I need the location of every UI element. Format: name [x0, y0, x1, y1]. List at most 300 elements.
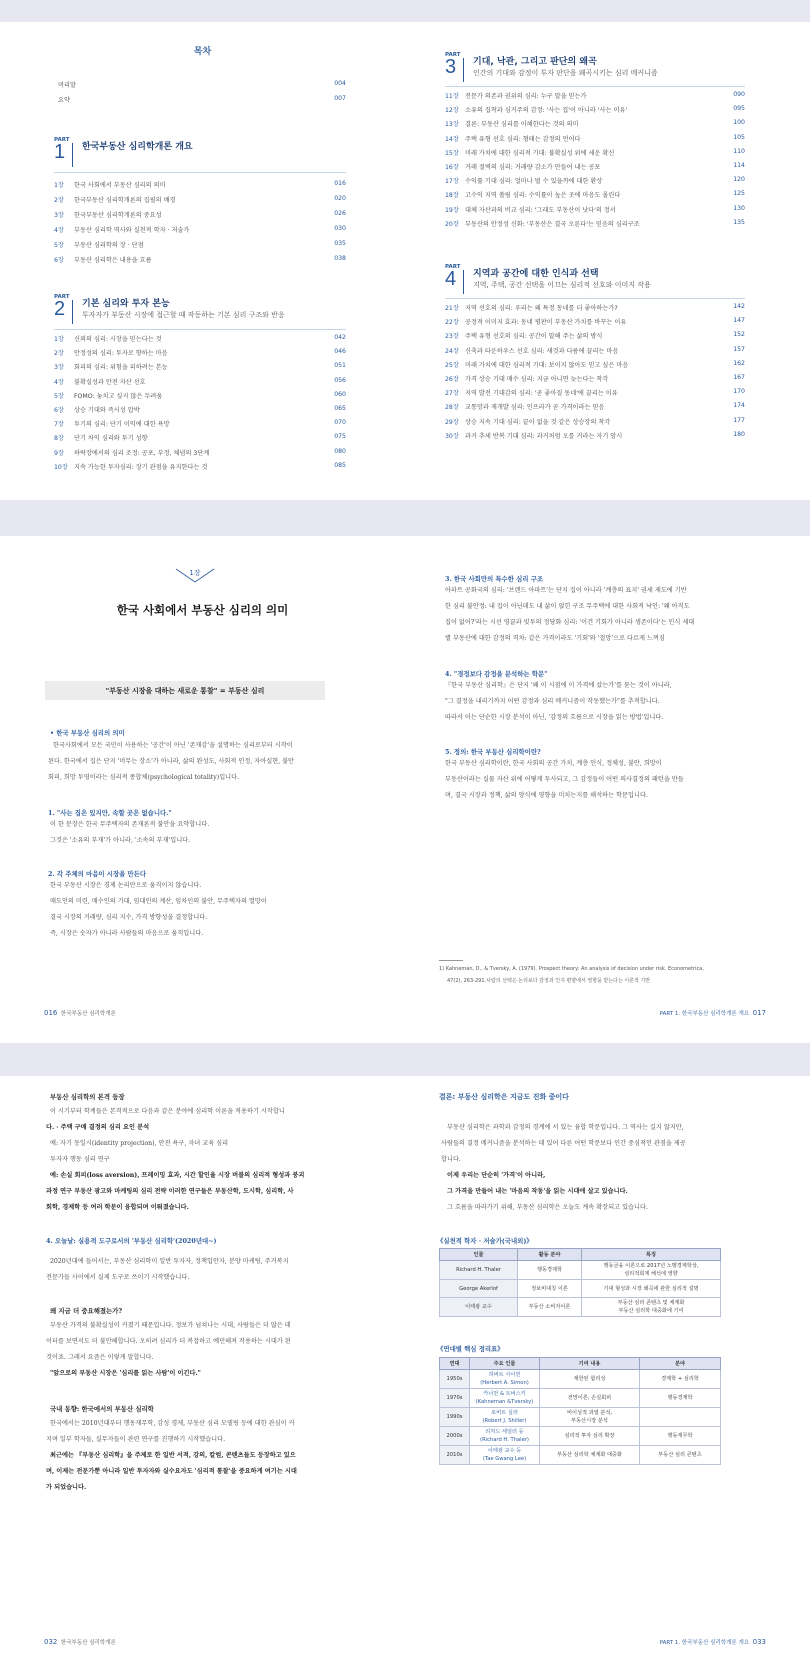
chapter-number: 11장	[445, 93, 459, 100]
paragraph-line: 한국 부동산 시장은 경제 논리만으로 움직이지 않습니다.	[50, 882, 202, 889]
table-cell: 부동산 심리학 체계화 대중화	[540, 1446, 640, 1465]
history-page-right	[405, 1076, 810, 1662]
page-number: 032	[44, 1638, 58, 1646]
chapter-page: 030	[334, 225, 346, 232]
toc-chapter-row[interactable]	[445, 148, 745, 157]
table-row	[440, 1280, 721, 1298]
table-cell: George Akerlof	[440, 1280, 518, 1298]
divider	[54, 172, 346, 173]
table-cell	[640, 1408, 721, 1427]
chapter-page: 147	[733, 317, 745, 325]
chapter-number: 26장	[445, 376, 459, 383]
section-heading: 2. 각 주체의 마음이 시장을 만든다	[48, 870, 147, 878]
toc-chapter-row[interactable]	[54, 405, 346, 414]
chapter-number: 30장	[445, 432, 459, 440]
chapter-number: 15장	[445, 149, 459, 157]
chapter-page: 162	[733, 359, 745, 367]
chapter-page: 035	[334, 240, 346, 247]
table-cell: 이태광 교수 등 (Tae Gwang Lee)	[470, 1446, 540, 1465]
chapter-page: 020	[334, 195, 346, 202]
chapter-number: 1장	[54, 182, 64, 189]
toc-chapter-row[interactable]	[54, 195, 346, 204]
chapter-title: 공정적 이미지 효과: 동네 평판이 부동산 가치를 바꾸는 이유	[465, 319, 627, 327]
toc-chapter-row[interactable]	[445, 360, 745, 369]
chapter-page-right	[405, 536, 810, 1043]
chapter-page: 085	[334, 461, 346, 469]
chapter-page-left	[0, 536, 405, 1043]
chapter-number: 9장	[54, 449, 64, 457]
toc-page-right	[405, 22, 810, 500]
toc-intro-row[interactable]: 머리말 004	[58, 80, 346, 89]
divider-band-1	[0, 500, 810, 536]
toc-chapter-row[interactable]	[445, 388, 745, 397]
table-title: 《실천적 학자 · 저술가(국내외)》	[437, 1237, 533, 1245]
part-label: PART	[445, 52, 461, 58]
table-row	[440, 1427, 721, 1446]
table-cell: 부동산 소비자이론	[518, 1298, 582, 1317]
part-bar	[463, 270, 464, 294]
toc-chapter-row[interactable]	[54, 255, 346, 264]
paragraph-line: 이 한 문장은 한국 무주택자의 존재론적 불안을 요약합니다.	[50, 821, 210, 828]
page-number: 033	[752, 1638, 766, 1646]
chapter-title: 지속 가능한 투자심리: 장기 관점을 유지한다는 것	[74, 463, 208, 471]
chapter-page: 177	[733, 416, 745, 424]
paragraph-line: 사람들의 결정 메커니즘을 분석하는 데 있어 다른 어떤 학문보다 인간 중심적인 관점을 제공	[441, 1140, 686, 1147]
chapter-title: 부동산 심리학 역사와 실천적 학자 · 저술가	[74, 227, 190, 234]
part3-header	[445, 52, 745, 84]
chapter-number: 20장	[445, 220, 459, 228]
part2-header	[54, 294, 346, 326]
table-cell: 행동재무학	[640, 1427, 721, 1446]
paragraph-line: 별 부동산에 대한 감정의 격차: 같은 가격이라도 '기회'와 '절망'으로 다르게 느껴짐	[445, 635, 665, 642]
toc-chapter-row[interactable]	[445, 402, 745, 411]
table-cell: 부동산 심리 콘텐츠 및 체계화 부동산 심리학 대중화에 기여	[582, 1298, 721, 1317]
paragraph-line: 그 가격을 만들어 내는 '마음의 작동'을 읽는 시대에 살고 있습니다.	[447, 1188, 628, 1195]
chapter-title: FOMO: 놓치고 싶지 않은 두려움	[74, 392, 163, 400]
chapter-page: 157	[733, 345, 745, 353]
table-cell: 허버트 사이먼 (Herbert A. Simon)	[470, 1370, 540, 1389]
paragraph-line: 지며 일부 학자들, 실무자들이 관련 연구를 진행하기 시작했습니다.	[46, 1436, 226, 1443]
chapter-title: 한국부동산 심리학개론의 집필의 배경	[74, 197, 176, 204]
part-label: PART 1. 한국부동산 심리학개론 개요	[659, 1011, 750, 1017]
table-cell: 1950s	[440, 1370, 470, 1389]
chapter-number: 1장	[54, 336, 64, 343]
toc-chapter-row[interactable]	[445, 303, 745, 312]
table-header: 특징	[582, 1249, 721, 1261]
toc-chapter-row[interactable]	[445, 176, 745, 185]
chapter-title: 수익률 기대 심리: 얼마나 벌 수 있을까에 대한 환상	[465, 178, 603, 186]
chapter-page: 152	[733, 331, 745, 339]
chapter-number: 24장	[445, 347, 459, 355]
part-number: 1	[54, 141, 66, 163]
chapter-title: 불확실성과 안전 자산 선호	[74, 378, 146, 386]
part-number: 3	[445, 56, 457, 78]
table-cell: 1970s	[440, 1389, 470, 1408]
paragraph-line: 부동산이라는 실물 자산 위에 어떻게 투사되고, 그 감정들이 어떤 의사결정의 패턴을 만들	[445, 776, 684, 783]
chapter-page: 065	[334, 405, 346, 412]
section-heading: 1. "사는 집은 있지만, 속할 곳은 없습니다."	[48, 809, 172, 817]
section-heading: 4. "경정보다 감정을 분석하는 학문"	[445, 670, 548, 678]
paragraph-line: 집이 없어?'라는 시선 영끌과 빚투의 정당화 심리: '이건 기회가 아니라 생존이다'는 인식 세대	[445, 619, 695, 626]
section-heading: 부동산 심리학의 본격 등장	[50, 1093, 125, 1101]
part-title: 한국부동산 심리학개론 개요	[82, 142, 193, 152]
chapter-title: 부동산 심리학의 장 · 단점	[74, 242, 144, 249]
part-subtitle: 투자자가 부동산 시장에 접근할 때 작동하는 기본 심리 구조와 반응	[82, 311, 285, 319]
toc-chapter-row[interactable]	[445, 317, 745, 326]
table-cell: 기대 형성과 시장 왜곡에 관한 심리적 설명	[582, 1280, 721, 1298]
chapter-title: 단기 차익 심리와 투기 성향	[74, 435, 148, 443]
chapter-page: 170	[733, 388, 745, 396]
paragraph-line: 한 심리 불안정: 내 집이 아닌데도 내 삶이 얹힌 구조 무주택에 대한 사회적 낙인: '왜 아직도	[445, 603, 690, 610]
page-footer-left	[44, 1009, 116, 1017]
table-cell: 제한된 합리성	[540, 1370, 640, 1389]
toc-chapter-row[interactable]	[54, 180, 346, 189]
paragraph-line: 2020년대에 들어서는, 부동산 심리학이 일반 투자자, 정책입안자, 분양 마케팅, 주거복지	[50, 1258, 289, 1265]
toc-chapter-row[interactable]	[445, 190, 745, 199]
chapter-title: 과거 추세 반복 기대 심리: 과거처럼 오를 거라는 자기 암시	[465, 432, 623, 440]
book-title: 한국부동산 심리학개론	[60, 1011, 116, 1017]
chapter-page: 167	[733, 374, 745, 381]
paragraph-line: 예: 자기 동일시(identity projection), 안전 욕구, 자녀 교육 심리	[50, 1140, 229, 1147]
page-footer-right	[660, 1009, 766, 1017]
chapter-number: 6장	[54, 407, 64, 414]
toc-chapter-row[interactable]	[445, 417, 745, 426]
chapter-number: 8장	[54, 435, 64, 443]
table-row	[440, 1408, 721, 1427]
chapter-number: 4장	[54, 227, 64, 234]
table-cell: 심리적 투자 심리 확장	[540, 1427, 640, 1446]
chapter-page: 038	[334, 255, 346, 262]
toc-chapter-row[interactable]	[445, 346, 745, 355]
table-row	[440, 1370, 721, 1389]
chapter-page: 114	[733, 162, 745, 169]
toc-spread	[0, 22, 810, 500]
chapter-number: 4장	[54, 378, 64, 386]
toc-chapter-row[interactable]	[54, 433, 346, 442]
chapter-page: 080	[334, 447, 346, 455]
scholars-table	[439, 1248, 721, 1317]
toc-chapter-row[interactable]	[54, 225, 346, 234]
chapter-title: 신뢰의 심리: 시장을 믿는다는 것	[74, 336, 162, 343]
table-row	[440, 1261, 721, 1280]
paragraph-line: 한국 부동산 심리학이란, 한국 사회의 공간 가치, 계층 인식, 정체성, 불안, 희망이	[445, 760, 662, 767]
divider-band-2	[0, 1043, 810, 1076]
table-title: 《연대별 핵심 정리표》	[437, 1345, 504, 1353]
chapter-number: 3장	[54, 364, 64, 372]
table-header: 기여 내용	[540, 1358, 640, 1370]
toc-chapter-row[interactable]	[54, 419, 346, 428]
chapter-number: 2장	[54, 350, 64, 358]
chapter-number: 18장	[445, 192, 459, 200]
footnote-line: 47(2), 263-291.사람의 선택은 논리보다 감정과 인지 편향에서 영향을 받는다는 이론적 기반	[447, 978, 651, 984]
page-number: 016	[44, 1009, 58, 1017]
part-title: 기대, 낙관, 그리고 판단의 왜곡	[473, 57, 597, 67]
part-label: PART	[54, 294, 70, 300]
chapter-page: 070	[334, 419, 346, 427]
chapter-number: 25장	[445, 361, 459, 369]
table-cell: 비이성적 과열 분석, 부동산시장 분석	[540, 1408, 640, 1427]
chapter-number: 5장	[54, 242, 64, 249]
page-number: 017	[752, 1009, 766, 1017]
toc-chapter-row[interactable]	[445, 205, 745, 214]
chapter-number: 16장	[445, 164, 459, 171]
chapter-title: 주택 유형 선호 심리: 형태는 감정의 언어다	[465, 135, 581, 143]
table-header: 인물	[440, 1249, 518, 1261]
chapter-page: 142	[733, 303, 745, 310]
table-row	[440, 1389, 721, 1408]
chapter-title: 투기의 심리: 단기 이익에 대한 욕망	[74, 421, 170, 429]
chapter-page: 105	[733, 133, 745, 141]
chapter-number: 28장	[445, 404, 459, 412]
history-spread	[0, 1076, 810, 1662]
chapter-title: 한국 사회에서 부동산 심리의 의미	[74, 182, 166, 189]
table-cell: 정보비대칭 이론	[518, 1280, 582, 1298]
table-row	[440, 1446, 721, 1465]
paragraph-line: 한국사회에서 모든 국민이 사용하는 '공간'이 아닌 '존재감'을 설명하는 심리로부터 시작이	[53, 742, 293, 749]
toc-chapter-row[interactable]	[54, 348, 346, 357]
chapter-page: 130	[733, 204, 745, 212]
chapter-page: 026	[334, 210, 346, 217]
chapter-page: 042	[334, 334, 346, 341]
chapter-title: 가격 상승 기대 매수 심리: 지금 아니면 늦는다는 착각	[465, 376, 609, 383]
chapter-number: 21장	[445, 305, 459, 312]
toc-page-left	[0, 22, 405, 500]
part4-header	[445, 264, 745, 296]
chapter-page: 075	[334, 433, 346, 441]
toc-chapter-row[interactable]	[445, 162, 745, 171]
toc-chapter-row[interactable]	[445, 91, 745, 100]
chapter-title: 고수익 지역 쏠림 심리: 수익률이 높은 곳에 마음도 몰린다	[465, 192, 621, 200]
chapter-title: 회피의 심리: 위험을 피하려는 본능	[74, 364, 168, 372]
chapter-title: 신축과 타운하우스 선호 심리: 새것과 다름에 끌리는 마음	[465, 347, 619, 355]
chapter-page: 120	[733, 176, 745, 184]
chapter-number: 3장	[54, 212, 64, 219]
chapter-title: 지역 선호의 심리: 우리는 왜 특정 동네를 더 좋아하는가?	[465, 305, 618, 312]
table-cell: Richard H. Thaler	[440, 1261, 518, 1280]
table-header: 연대	[440, 1358, 470, 1370]
footnote-rule	[439, 960, 463, 961]
paragraph-line: 결국 시장의 거래량, 심리 지수, 가격 방향성을 결정합니다.	[50, 914, 208, 921]
chapter-page: 100	[733, 119, 745, 127]
toc-chapter-row[interactable]	[54, 210, 346, 219]
chapter-title: 상승 기대와 즉시성 압박	[74, 407, 140, 414]
table-cell: 1990s	[440, 1408, 470, 1427]
table-cell: 2010s	[440, 1446, 470, 1465]
paragraph-line: 이터를 보면서도 더 불안해합니다. 오히려 심리가 더 복잡하고 예민해져 작용하는 시대가 된	[46, 1338, 291, 1345]
chapter-number: 13장	[445, 121, 459, 129]
history-page-left	[0, 1076, 405, 1662]
paragraph-line: 합니다.	[441, 1156, 461, 1163]
paragraph-line: 즉, 시장은 숫자가 아니라 사람들의 마음으로 움직입니다.	[50, 930, 204, 937]
part1-header	[54, 137, 346, 169]
paragraph-line: 따라서 이는 단순한 시장 분석이 아닌, '감정의 흐름으로 시장을 읽는 방법'입니다.	[445, 714, 664, 721]
part-bar	[463, 58, 464, 82]
paragraph-line: 부동산 가격의 불확실성이 커졌기 때문입니다. 정보가 넘쳐나는 시대, 사람들은 더 많은 데	[50, 1322, 291, 1329]
chapter-page: 016	[334, 180, 346, 187]
chapter-page: 125	[733, 190, 745, 198]
part-label: PART	[54, 137, 70, 143]
paragraph-line: 『한국 부동산 심리학』은 단지 '왜 이 시점에 이 가격에 샀는가'를 묻는 것이 아니라,	[445, 682, 672, 689]
paragraph-line: 부동산 심리학은 과학과 감정의 경계에 서 있는 융합 학문입니다. 그 역사는 길지 않지만,	[447, 1124, 684, 1131]
paragraph-line: 된다. 한국에서 집은 단지 '머무는 장소'가 아니라, 삶의 완성도, 사회적 인정, 자아실현, 불안	[48, 758, 295, 765]
chapter-tag: 1장	[189, 569, 201, 577]
paragraph-line: 전문가들 사이에서 실제 도구로 쓰이기 시작했습니다.	[46, 1274, 190, 1281]
table-cell: 행동경제학	[518, 1261, 582, 1280]
part-subtitle: 지역, 주택, 공간 선택을 이끄는 심리적 선호와 이미지 작용	[473, 281, 651, 289]
chapter-number: 12장	[445, 107, 459, 115]
page-footer-right	[660, 1638, 766, 1646]
toc-chapter-row[interactable]	[54, 240, 346, 249]
toc-chapter-row[interactable]	[54, 391, 346, 400]
toc-chapter-row[interactable]	[445, 219, 745, 228]
chapter-number: 5장	[54, 392, 64, 400]
paragraph-line: 매도인의 미련, 매수인의 기대, 임대인의 계산, 임차인의 불안, 무주택자의 열망이	[50, 898, 267, 905]
table-cell: 리처드 세일러 등 (Richard H. Thaler)	[470, 1427, 540, 1446]
table-cell: 경제학 + 심리학	[640, 1370, 721, 1389]
top-band	[0, 0, 810, 22]
paragraph-line: 이 시기부터 학계들은 본격적으로 다음과 같은 분야에 심리학 이론을 적용하기 시작합니	[50, 1108, 285, 1115]
section-heading: 4. 오늘날: 실용적 도구로서의 '부동산 심리학'(2020년대~)	[46, 1237, 217, 1245]
table-cell: 2000s	[440, 1427, 470, 1446]
chapter-number: 29장	[445, 418, 459, 426]
page-footer-left	[44, 1638, 116, 1646]
paragraph-line: 며, 결국 시장과 정책, 삶의 양식에 영향을 미치는지를 해석하는 학문입니다.	[445, 792, 648, 799]
chapter-number: 23장	[445, 333, 459, 341]
toc-chapter-row[interactable]	[54, 462, 346, 471]
part-number: 2	[54, 298, 66, 320]
toc-chapter-row[interactable]	[54, 377, 346, 386]
timeline-table	[439, 1357, 721, 1465]
chapter-number: 10장	[54, 463, 68, 471]
divider	[54, 329, 346, 330]
table-cell: 카너먼 & 트버스키 (Kahneman &Tversky)	[470, 1389, 540, 1408]
chapter-title: 하락장에서의 심리 조정: 공포, 부정, 체념의 3단계	[74, 449, 210, 457]
paragraph-line: 회학, 경제학 등 여러 학문이 융합되며 이뤄졌습니다.	[46, 1204, 189, 1211]
chapter-number: 6장	[54, 257, 64, 264]
chapter-title: 전문가 의존과 권위의 심리: 누구 말을 믿는가	[465, 93, 587, 100]
table-cell: 전망이론, 손실회피	[540, 1389, 640, 1408]
paragraph-line: 한국에서는 2010년대부터 행동재무학, 감성 경제, 부동산 심리 모델링 등에 대한 관심이 커	[50, 1420, 295, 1427]
paragraph-line: 아파트 공화국의 심리: '브랜드 아파트'는 단지 집이 아니라 '계층의 표지' 권세 제도에 기반	[445, 587, 687, 594]
paragraph-line: 다. · 주택 구매 결정의 심리 요인 분석	[46, 1124, 150, 1131]
part-bar	[72, 300, 73, 324]
table-cell: 행동금융 이론으로 2017년 노벨경제학상, 심리적회계 해석에 영향	[582, 1261, 721, 1280]
chapter-number: 7장	[54, 421, 64, 429]
part-title: 지역과 공간에 대한 인식과 선택	[473, 269, 599, 279]
paragraph-line: 그 흐름을 따라가기 위해, 부동산 심리학은 오늘도 계속 확장되고 있습니다.	[447, 1204, 648, 1211]
part-title: 기본 심리와 투자 본능	[82, 299, 170, 309]
part-bar	[72, 143, 73, 167]
toc-chapter-row[interactable]	[445, 134, 745, 143]
chapter-page: 180	[733, 430, 745, 438]
chapter-page: 056	[334, 376, 346, 384]
toc-chapter-row[interactable]	[445, 105, 745, 114]
table-cell: 이태광 교수	[440, 1298, 518, 1317]
chapter-page: 110	[733, 147, 745, 155]
divider	[445, 86, 745, 87]
chapter-title: 한국부동산 심리학개론의 중요성	[74, 212, 162, 219]
chapter-number: 27장	[445, 390, 459, 398]
table-header: 주요 인물	[470, 1358, 540, 1370]
chapter-title: 상승 지속 기대 심리: 끝이 없을 것 같은 상승장의 착각	[465, 418, 611, 426]
paragraph-line: "그 결정을 내리기까지 어떤 감정과 심리 메커니즘이 작동했는가"를 추적합니다.	[445, 698, 660, 705]
paragraph-line: 며, 이제는 전문가뿐 아니라 일반 투자자와 실수요자도 '심리적 통찰'을 중요하게 여기는 시대	[46, 1468, 297, 1475]
paragraph-line: "앞으로의 부동산 시장은 '심리를 읽는 사람'이 이긴다."	[50, 1370, 201, 1377]
section-heading: 3. 한국 사회만의 특수한 심리 구조	[445, 575, 544, 583]
paragraph-line: 그것은 '소유의 부재'가 아니라, '소속의 부재'입니다.	[50, 837, 191, 844]
section-heading: 5. 정의: 한국 부동산 심리학이란?	[445, 748, 541, 756]
chapter-page: 090	[733, 91, 745, 98]
chapter-title: 미래 가치에 대한 심리적 기대: 불확실성 위에 세운 확신	[465, 149, 615, 157]
chapter-title: 안정성의 심리: 투자로 향하는 마음	[74, 350, 168, 358]
toc-chapter-row[interactable]	[54, 448, 346, 457]
chapter-page: 095	[733, 105, 745, 113]
chapter-title: 교통망과 재개발 심리: 인프라가 곧 가격이라는 믿음	[465, 404, 605, 412]
paragraph-line: 과정 연구 부동산 광고와 마케팅의 심리 전략 이러한 연구들은 부동산학, 도시학, 심리학, 사	[46, 1188, 294, 1195]
chapter-title: 부동산의 안정성 신화: '부동산은 결국 오른다'는 믿음의 심리구조	[465, 220, 640, 228]
footnote-line: 1) Kahneman, D., & Tversky, A. (1979). Prospect theory: An analysis of decision under risk. Econometrica,	[439, 966, 704, 972]
chapter-number: 17장	[445, 178, 459, 186]
toc-chapter-row[interactable]	[445, 119, 745, 128]
chapter-page: 051	[334, 362, 346, 370]
chapter-title: 부동산 심리학은 내용을 흐름	[74, 257, 152, 264]
toc-intro-row[interactable]: 요약 007	[58, 95, 346, 104]
part-label: PART 1. 한국부동산 심리학개론 개요	[659, 1640, 750, 1646]
toc-chapter-row[interactable]	[445, 431, 745, 440]
toc-chapter-row[interactable]	[54, 334, 346, 343]
chapter-page: 135	[733, 218, 745, 226]
paragraph-line: 것이죠. 그래서 요즘은 이렇게 말합니다.	[46, 1354, 154, 1361]
chapter-spread	[0, 536, 810, 1043]
table-header: 활동 분야	[518, 1249, 582, 1261]
table-row	[440, 1298, 721, 1317]
section-heading: • 한국 부동산 심리의 의미	[50, 729, 125, 737]
chapter-title: 미래 가치에 대한 심리적 기대: 보이지 않아도 믿고 싶은 마음	[465, 361, 629, 369]
chapter-number: 14장	[445, 135, 459, 143]
paragraph-line: 예: 손실 회피(loss aversion), 프레이밍 효과, 시간 할인율 시장 버블의 심리적 형성과 붕괴	[50, 1172, 305, 1179]
part-label: PART	[445, 264, 461, 270]
section-heading: 왜 지금 더 중요해졌는가?	[50, 1307, 123, 1315]
chapter-page: 046	[334, 348, 346, 356]
chapter-title: 거래 절벽의 심리: 거래량 감소가 만들어 내는 공포	[465, 164, 601, 171]
toc-chapter-row[interactable]	[54, 362, 346, 371]
part-subtitle: 인간의 기대와 감정이 투자 판단을 왜곡시키는 심리 메커니즘	[473, 69, 658, 77]
divider	[445, 298, 745, 299]
paragraph-line: 회피, 희망 투영이라는 심리적 종합체(psychological totality)입니다.	[48, 774, 240, 781]
paragraph-line: 가 되었습니다.	[46, 1484, 87, 1491]
chapter-title: 주택 유형 선호의 심리: 공간이 말해 주는 삶의 방식	[465, 333, 603, 341]
chapter-title: 결론: 부동산 심리를 이해한다는 것의 의미	[465, 121, 579, 129]
chapter-number: 22장	[445, 319, 459, 327]
toc-title: 목차	[193, 47, 212, 57]
chapter-page: 174	[733, 402, 745, 410]
chapter-page: 060	[334, 390, 346, 398]
table-header: 분야	[640, 1358, 721, 1370]
chapter-number: 2장	[54, 197, 64, 204]
section-heading: 결론: 부동산 심리학은 지금도 진화 중이다	[439, 1093, 569, 1101]
paragraph-line: 최근에는 『부동산 심리학』을 주제로 한 일반 서적, 강의, 칼럼, 콘텐츠들도 등장하고 있으	[50, 1452, 296, 1459]
table-cell: 로버트 실러 (Robert J. Shiller)	[470, 1408, 540, 1427]
table-cell: 부동산 심리 콘텐츠	[640, 1446, 721, 1465]
toc-chapter-row[interactable]	[445, 374, 745, 383]
paragraph-line: 이제 우리는 단순히 '가격'이 아니라,	[447, 1172, 546, 1179]
chapter-title: 한국 사회에서 부동산 심리의 의미	[116, 603, 289, 617]
toc-chapter-row[interactable]	[445, 331, 745, 340]
table-cell: 행동경제학	[640, 1389, 721, 1408]
chapter-title: 소유의 집착과 심거주의 감정: '사는 집'이 아니라 '사는 이유'	[465, 107, 628, 115]
chapter-number: 19장	[445, 206, 459, 214]
paragraph-line: 투자자 행동 심리 연구	[50, 1156, 110, 1163]
